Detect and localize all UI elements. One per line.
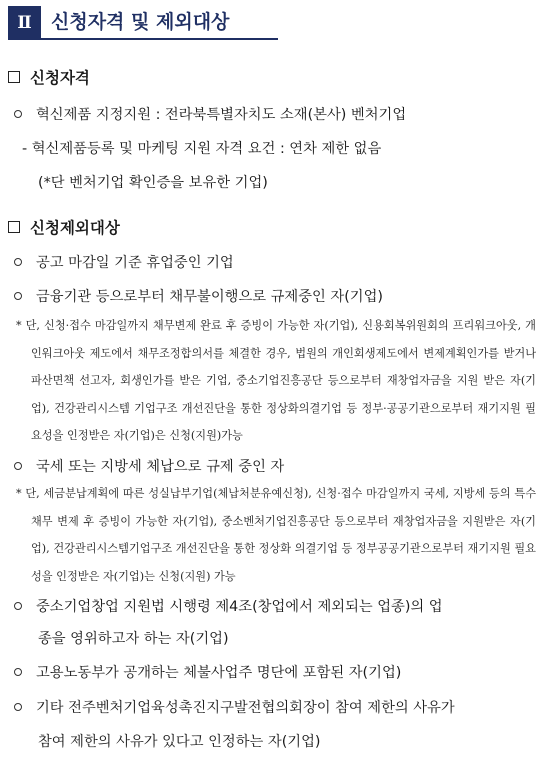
eligibility-note: (*단 벤처기업 확인증을 보유한 기업) [38, 175, 268, 191]
exclusion-item: 금융기관 등으로부터 채무불이행으로 규제중인 자(기업) [14, 286, 383, 306]
exclusion-item: 중소기업창업 지원법 시행령 제4조(창업에서 제외되는 업종)의 업 [14, 596, 443, 616]
exclusion-item: 국세 또는 지방세 체납으로 규제 중인 자 [14, 456, 284, 476]
section-number-badge: Ⅱ [8, 6, 41, 40]
section-title: 신청자격 및 제외대상 [51, 11, 230, 33]
section-header [8, 6, 278, 40]
eligibility-subitem: - 혁신제품등록 및 마케팅 지원 자격 요건 : 연차 제한 없음 [22, 141, 382, 157]
exclusion-heading [8, 216, 120, 238]
checkbox-square-icon [8, 221, 20, 233]
circle-bullet-icon [14, 462, 22, 470]
circle-bullet-icon [14, 602, 22, 610]
eligibility-heading [8, 66, 90, 88]
circle-bullet-icon [14, 668, 22, 676]
exclusion-item: 기타 전주벤처기업육성촉진지구발전협의회장이 참여 제한의 사유가 [14, 697, 455, 717]
eligibility-item: 혁신제품 지정지원 : 전라북특별자치도 소재(본사) 벤처기업 [14, 104, 406, 124]
header-underline [41, 38, 278, 40]
circle-bullet-icon [14, 292, 22, 300]
eligibility-title: 신청자격 [30, 69, 90, 87]
checkbox-square-icon [8, 71, 20, 83]
exclusion-note-tax: * 단, 세금분납계획에 따른 성실납부기업(체납처분유예신청), 신청·접수 마감일까지 국세, 지방세 등의 특수채무 변제 후 증빙이 가능한 자(기업), 중소벤처기업진흥공단 등으로부터 재창업자금을 지원받은 자(기업), 건강관리시스템기업구조 개선진단을 통한 정상화 의결기업 등 정부공공기관으로부터 재기지원 필요성을 인정받은 자(기업)는 신청(지원) 가능 [16, 487, 536, 583]
circle-bullet-icon [14, 110, 22, 118]
exclusion-title: 신청제외대상 [30, 219, 120, 237]
circle-bullet-icon [14, 703, 22, 711]
exclusion-item-continued: 종을 영위하고자 하는 자(기업) [38, 631, 229, 647]
circle-bullet-icon [14, 258, 22, 266]
exclusion-item: 고용노동부가 공개하는 체불사업주 명단에 포함된 자(기업) [14, 662, 401, 682]
exclusion-item: 공고 마감일 기준 휴업중인 기업 [14, 252, 234, 272]
exclusion-note-debt: * 단, 신청·접수 마감일까지 채무변제 완료 후 증빙이 가능한 자(기업), 신용회복위원회의 프리워크아웃, 개인워크아웃 제도에서 채무조정합의서를 체결한 경우, 법원의 개인회생제도에서 변제계획인가를 받거나 파산면책 선고자, 회생인가를 받은 기업, 중소기업진흥공단 등으로부터 재창업자금을 지원 받은 자(기업), 건강관리시스템 기업구조 개선진단을 통한 정상화의결기업 등 정부·공공기관으로부터 재기지원 필요성을 인정받은 자(기업)은 신청(지원)가능 [16, 319, 536, 442]
exclusion-item-continued: 참여 제한의 사유가 있다고 인정하는 자(기업) [38, 734, 321, 750]
